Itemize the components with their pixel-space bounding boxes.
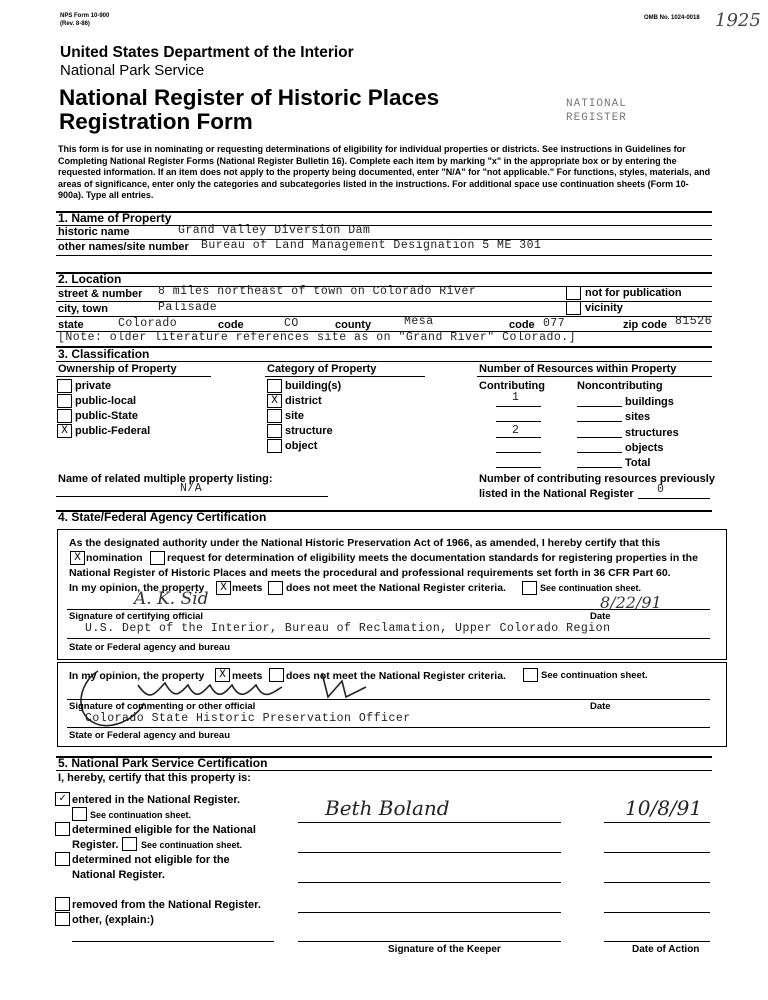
previously-listed-label-1: Number of contributing resources previously bbox=[479, 473, 715, 485]
street-label: street & number bbox=[58, 288, 143, 300]
commenting-officer-value: Colorado State Historic Preservation Officer bbox=[85, 712, 411, 725]
stamp-line-2: REGISTER bbox=[566, 112, 627, 124]
city-label: city, town bbox=[58, 303, 108, 315]
buildings-contributing: 1 bbox=[512, 391, 520, 404]
sites-label: sites bbox=[625, 411, 651, 423]
see-continuation-checkbox-1[interactable] bbox=[522, 581, 537, 595]
cert-paragraph-line-1: As the designated authority under the National Historic Preservation Act of 1966, as amended, I hereby certify that this bbox=[69, 537, 661, 549]
state-code-label: code bbox=[218, 319, 244, 331]
other-checkbox[interactable] bbox=[55, 912, 70, 926]
location-note: [Note: older literature references site as on "Grand River" Colorado.] bbox=[58, 331, 577, 344]
district-label: district bbox=[285, 395, 322, 407]
zip-label: zip code bbox=[623, 319, 668, 331]
opinion-text: In my opinion, the property bbox=[69, 582, 205, 594]
building-checkbox[interactable] bbox=[267, 379, 282, 393]
keeper-signature-label: Signature of the Keeper bbox=[388, 944, 501, 955]
state-label: state bbox=[58, 319, 84, 331]
see-continuation-checkbox-2[interactable] bbox=[523, 668, 538, 682]
district-checkbox[interactable]: X bbox=[267, 394, 282, 408]
entered-label: entered in the National Register. bbox=[72, 794, 241, 806]
commenting-opinion-text: In my opinion, the property bbox=[69, 670, 205, 682]
structures-label: structures bbox=[625, 427, 679, 439]
commenting-meets-label: meets bbox=[232, 670, 263, 682]
nomination-label: nomination bbox=[86, 552, 143, 564]
keeper-signature: Beth Boland bbox=[325, 796, 450, 820]
private-label: private bbox=[75, 380, 112, 392]
determined-not-eligible-checkbox[interactable] bbox=[55, 852, 70, 866]
see-continuation-label-1: See continuation sheet. bbox=[540, 583, 642, 593]
instructions-paragraph: This form is for use in nominating or requesting determinations of eligibility for individual properties or districts. See instructions in Guidelines for Completing National Register Forms (National Register Bulletin 16). Complete each item by marking "x" in the appropriate box or by entering the requested information. If an item does not apply to the property being documented, enter "N/A" for "not applicable." For functions, styles, materials, and areas of significance, enter only the categories and subcategories listed in the instructions. For additional space use continuation sheets (Form 10-900a). Type all entries. bbox=[58, 144, 711, 200]
determined-eligible-label-1: determined eligible for the National bbox=[72, 824, 256, 836]
determined-eligible-label-2: Register. bbox=[72, 839, 119, 851]
historic-name-value: Grand Valley Diversion Dam bbox=[178, 224, 371, 237]
omb-number: OMB No. 1024-0018 bbox=[644, 15, 700, 21]
noncontributing-heading: Noncontributing bbox=[577, 380, 663, 392]
nps-certify-text: I, hereby, certify that this property is: bbox=[58, 772, 251, 784]
previously-listed-value: 0 bbox=[657, 483, 665, 496]
cert-paragraph-line-3: National Register of Historic Places and meets the procedural and professional requirements set forth in 36 CFR Part 60. bbox=[69, 567, 671, 579]
certifying-date-label: Date bbox=[590, 611, 611, 622]
site-checkbox[interactable] bbox=[267, 409, 282, 423]
county-code-label: code bbox=[509, 319, 535, 331]
county-label: county bbox=[335, 319, 372, 331]
public-local-label: public-local bbox=[75, 395, 137, 407]
site-label: site bbox=[285, 410, 304, 422]
private-checkbox[interactable] bbox=[57, 379, 72, 393]
section-4-heading: 4. State/Federal Agency Certification bbox=[58, 510, 267, 524]
multiple-listing-value: N/A bbox=[180, 482, 203, 495]
county-code-value: 077 bbox=[543, 317, 566, 330]
certifying-official-label: Signature of certifying official bbox=[69, 611, 204, 622]
see-continuation-label-4: See continuation sheet. bbox=[141, 840, 243, 850]
buildings-label: buildings bbox=[625, 396, 674, 408]
public-state-checkbox[interactable] bbox=[57, 409, 72, 423]
nomination-checkbox[interactable]: X bbox=[70, 551, 85, 565]
building-label: building(s) bbox=[285, 380, 342, 392]
state-code-value: CO bbox=[284, 317, 299, 330]
commenting-date-label: Date bbox=[590, 701, 611, 712]
certifying-signature: A. K. Sid bbox=[134, 589, 209, 609]
public-federal-checkbox[interactable]: X bbox=[57, 424, 72, 438]
removed-label: removed from the National Register. bbox=[72, 899, 261, 911]
meets-checkbox[interactable]: X bbox=[216, 581, 231, 595]
historic-name-label: historic name bbox=[58, 226, 130, 238]
object-checkbox[interactable] bbox=[267, 439, 282, 453]
county-value: Mesa bbox=[404, 315, 434, 328]
city-value: Palisade bbox=[158, 301, 218, 314]
stamp-line-1: NATIONAL bbox=[566, 98, 627, 110]
see-continuation-label-2: See continuation sheet. bbox=[541, 670, 648, 681]
other-names-value: Bureau of Land Management Designation 5 ME 301 bbox=[201, 239, 542, 252]
date-of-action-label: Date of Action bbox=[632, 944, 700, 955]
handwritten-note: 1925 bbox=[715, 10, 761, 31]
street-value: 8 miles northeast of town on Colorado River bbox=[158, 285, 477, 298]
vicinity-checkbox[interactable] bbox=[566, 301, 581, 315]
resources-heading: Number of Resources within Property bbox=[479, 363, 677, 375]
state-value: Colorado bbox=[118, 317, 178, 330]
objects-label: objects bbox=[625, 442, 664, 454]
entered-checkbox[interactable]: ✓ bbox=[55, 792, 70, 806]
does-not-meet-checkbox[interactable] bbox=[268, 581, 283, 595]
structure-label: structure bbox=[285, 425, 333, 437]
department-name: United States Department of the Interior bbox=[60, 44, 354, 61]
service-name: National Park Service bbox=[60, 62, 205, 79]
commenting-does-not-meet-label: does not meet the National Register criteria. bbox=[286, 670, 506, 682]
previously-listed-label-2: listed in the National Register bbox=[479, 488, 634, 500]
other-label: other, (explain:) bbox=[72, 914, 154, 926]
form-number: NPS Form 10-900 bbox=[60, 13, 110, 19]
removed-checkbox[interactable] bbox=[55, 897, 70, 911]
see-continuation-label-3: See continuation sheet. bbox=[90, 810, 192, 820]
structure-checkbox[interactable] bbox=[267, 424, 282, 438]
contributing-heading: Contributing bbox=[479, 380, 545, 392]
public-local-checkbox[interactable] bbox=[57, 394, 72, 408]
section-2-heading: 2. Location bbox=[58, 272, 122, 286]
see-continuation-checkbox-4[interactable] bbox=[122, 837, 137, 851]
commenting-official-label: Signature of commenting or other official bbox=[69, 701, 256, 712]
not-for-publication-label: not for publication bbox=[585, 287, 682, 299]
see-continuation-checkbox-3[interactable] bbox=[72, 807, 87, 821]
not-eligible-label-2: National Register. bbox=[72, 869, 165, 881]
not-for-publication-checkbox[interactable] bbox=[566, 286, 581, 300]
structures-contributing: 2 bbox=[512, 424, 520, 437]
total-label: Total bbox=[625, 457, 651, 469]
section-5-heading: 5. National Park Service Certification bbox=[58, 756, 268, 770]
multiple-listing-label: Name of related multiple property listing: bbox=[58, 473, 273, 485]
form-title: National Register of Historic Places bbox=[59, 85, 440, 110]
ownership-heading: Ownership of Property bbox=[58, 363, 177, 375]
public-federal-label: public-Federal bbox=[75, 425, 151, 437]
request-determination-checkbox[interactable] bbox=[150, 551, 165, 565]
does-not-meet-label: does not meet the National Register criteria. bbox=[286, 582, 506, 594]
certifying-date: 8/22/91 bbox=[600, 593, 662, 612]
object-label: object bbox=[285, 440, 318, 452]
action-date-handwritten: 10/8/91 bbox=[625, 796, 703, 820]
commenting-meets-checkbox[interactable]: X bbox=[215, 668, 230, 682]
meets-label: meets bbox=[232, 582, 263, 594]
commenting-agency-label: State or Federal agency and bureau bbox=[69, 730, 231, 741]
certifying-agency-label: State or Federal agency and bureau bbox=[69, 642, 231, 653]
certifying-agency-value: U.S. Dept of the Interior, Bureau of Reclamation, Upper Colorado Region bbox=[85, 622, 611, 635]
vicinity-label: vicinity bbox=[585, 302, 623, 314]
category-heading: Category of Property bbox=[267, 363, 377, 375]
not-eligible-label-1: determined not eligible for the bbox=[72, 854, 230, 866]
zip-value: 81526 bbox=[675, 315, 713, 328]
form-revision: (Rev. 8-86) bbox=[60, 21, 90, 27]
section-1-heading: 1. Name of Property bbox=[58, 211, 172, 225]
section-3-heading: 3. Classification bbox=[58, 347, 150, 361]
form-subtitle: Registration Form bbox=[59, 109, 253, 134]
request-determination-label: request for determination of eligibility meets the documentation standards for registering properties in the bbox=[167, 552, 698, 564]
other-names-label: other names/site number bbox=[58, 241, 189, 253]
determined-eligible-checkbox[interactable] bbox=[55, 822, 70, 836]
public-state-label: public-State bbox=[75, 410, 138, 422]
